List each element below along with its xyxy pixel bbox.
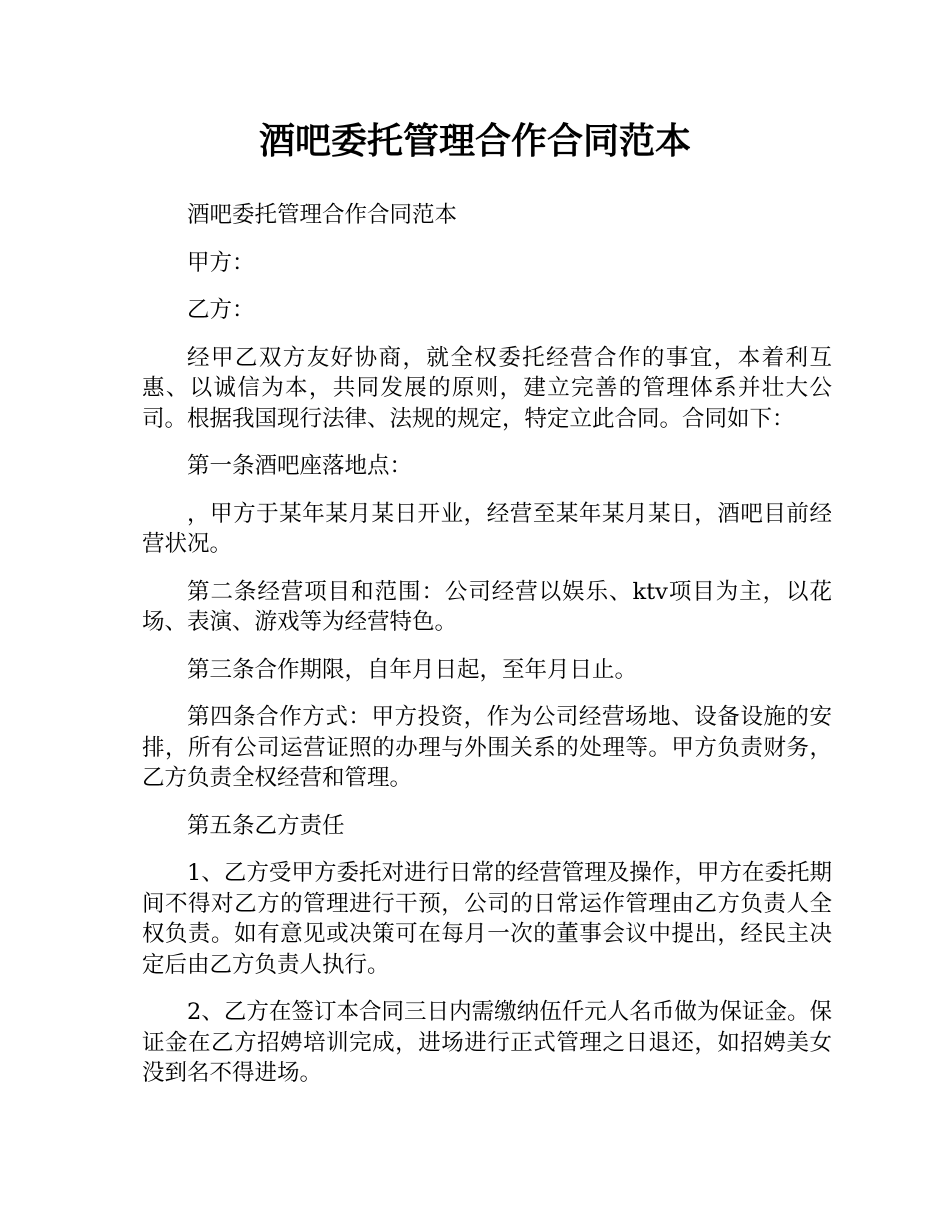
paragraph-party-a: 甲方： [187,249,255,276]
document-body [142,200,832,1106]
paragraph-preamble: 经甲乙双方友好协商，就全权委托经营合作的事宜，本着利互惠、以诚信为本，共同发展的原则，建立完善的管理体系并壮大公司。根据我国现行法律、法规的规定，特定立此合同。合同如下： [142,344,832,432]
paragraph-article-3: 第三条合作期限，自年月日起，至年月日止。 [187,656,638,683]
paragraph-article-5-item-2: 2、乙方在签订本合同三日内需缴纳伍仟元人名币做为保证金。保证金在乙方招娉培训完成，进场进行正式管理之日退还，如招娉美女没到名不得进场。 [142,999,832,1086]
paragraph-party-b: 乙方： [187,297,255,323]
paragraph-article-5-item-1: 1、乙方受甲方委托对进行日常的经营管理及操作，甲方在委托期间不得对乙方的管理进行干预，公司的日常运作管理由乙方负责人全权负责。如有意见或决策可在每月一次的董事会议中提出，经民主决定后由乙方负责人执行。 [142,860,832,978]
paragraph-heading: 酒吧委托管理合作合同范本 [187,202,458,228]
paragraph-article-2: 第二条经营项目和范围：公司经营以娱乐、ktv项目为主，以花场、表演、游戏等为经营特色。 [142,578,832,635]
paragraph-article-5: 第五条乙方责任 [187,812,345,839]
paragraph-article-1-detail: ，甲方于某年某月某日开业，经营至某年某月某日，酒吧目前经营状况。 [142,500,832,557]
paragraph-article-4: 第四条合作方式：甲方投资，作为公司经营场地、设备设施的安排，所有公司运营证照的办理与外围关系的处理等。甲方负责财务，乙方负责全权经营和管理。 [142,704,832,791]
paragraph-article-1: 第一条酒吧座落地点： [187,453,413,479]
document-title: 酒吧委托管理合作合同范本 [258,121,691,162]
